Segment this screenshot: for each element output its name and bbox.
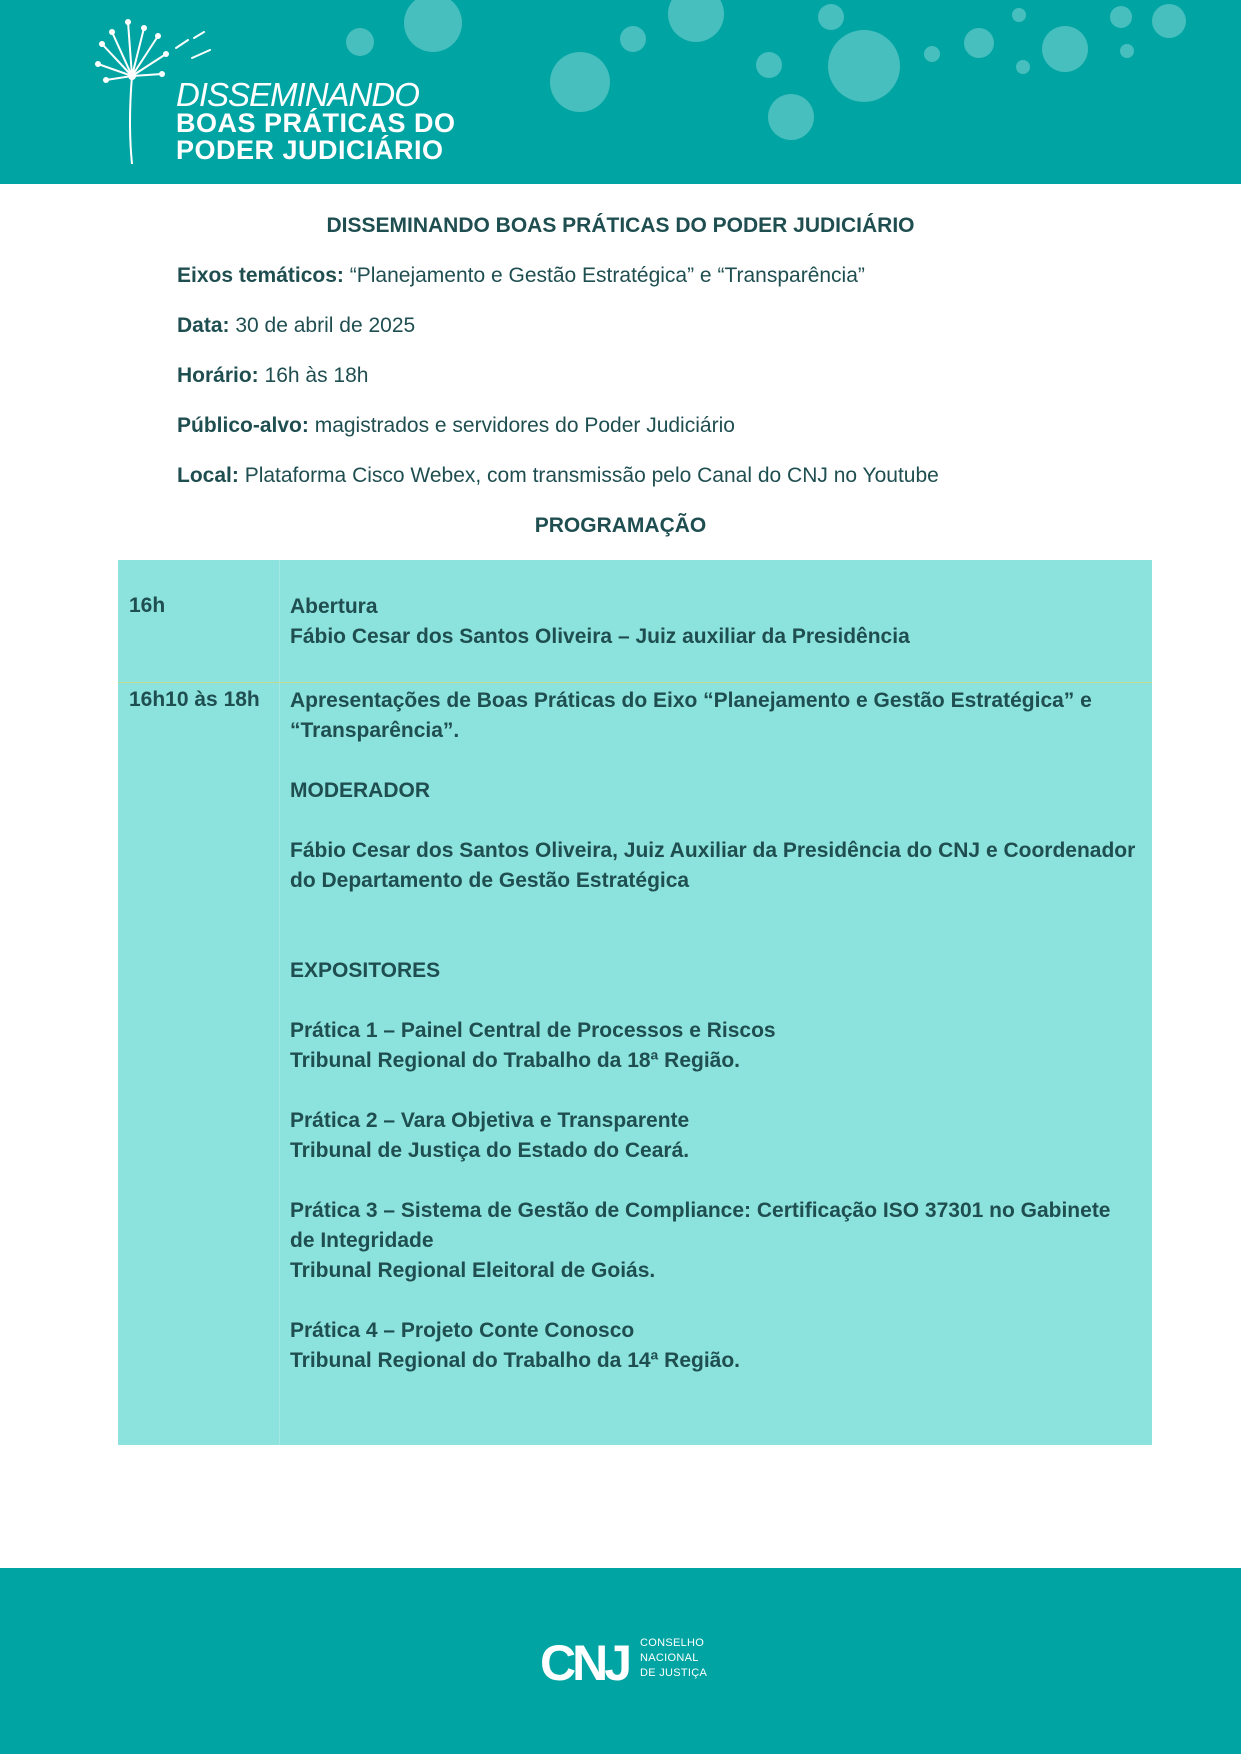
practice-title: Prática 2 – Vara Objetiva e Transparente [290,1109,690,1132]
decorative-bubble [756,52,782,78]
decorative-bubble [768,94,814,140]
decorative-bubble [620,26,646,52]
decorative-bubble [828,30,900,102]
schedule-description [290,686,1140,1376]
session-intro: Apresentações de Boas Práticas do Eixo “Planejamento e Gestão Estratégica” e “Transparência”. [290,689,1092,742]
schedule-table [118,560,1152,1445]
info-value: 16h às 18h [264,364,369,387]
info-themes [177,264,865,288]
info-label: Horário: [177,364,259,387]
cnj-logo-icon [540,1636,634,1688]
logo-line-1: DISSEMINANDO [176,76,419,113]
practice-court: Tribunal Regional Eleitoral de Goiás. [290,1259,656,1282]
info-label: Público-alvo: [177,414,309,437]
cnj-logo-text [640,1636,707,1681]
moderator-heading: MODERADOR [290,779,430,802]
decorative-bubble [1012,8,1026,22]
decorative-bubble [1110,6,1132,28]
info-date [177,314,415,338]
cnj-logo-mark: CNJ [540,1636,629,1688]
info-value: Plataforma Cisco Webex, com transmissão pelo Canal do CNJ no Youtube [244,464,939,487]
info-label: Eixos temáticos: [177,264,344,287]
info-location [177,464,939,488]
column-divider [279,560,280,1445]
info-value: magistrados e servidores do Poder Judiciário [314,414,735,437]
info-audience [177,414,735,438]
moderator-name: Fábio Cesar dos Santos Oliveira, Juiz Auxiliar da Presidência do CNJ e Coordenador do Departamento de Gestão Estratégica [290,839,1136,892]
practice-court: Tribunal Regional do Trabalho da 18ª Região. [290,1049,741,1072]
decorative-bubble [1152,4,1186,38]
practice-court: Tribunal de Justiça do Estado do Ceará. [290,1139,690,1162]
decorative-bubble [818,4,844,30]
decorative-bubble [668,0,724,42]
info-label: Data: [177,314,230,337]
header-logo-text [176,76,456,165]
decorative-bubble [1120,44,1134,58]
opening-speaker: Fábio Cesar dos Santos Oliveira – Juiz auxiliar da Presidência [290,625,910,648]
practice-title: Prática 4 – Projeto Conte Conosco [290,1319,635,1342]
info-label: Local: [177,464,239,487]
decorative-bubble [924,46,940,62]
practice-title: Prática 1 – Painel Central de Processos e Riscos [290,1019,776,1042]
schedule-description [290,592,1140,652]
speakers-heading: EXPOSITORES [290,959,441,982]
decorative-bubble [1016,60,1030,74]
footer-banner [0,1568,1241,1754]
schedule-time: 16h [129,594,166,617]
cnj-line-1: CONSELHO [640,1637,705,1649]
logo-line-2: BOAS PRÁTICAS DO [176,108,456,138]
program-title: PROGRAMAÇÃO [534,514,707,537]
schedule-time: 16h10 às 18h [129,688,260,711]
row-divider [118,682,1152,683]
header-banner [0,0,1241,184]
decorative-bubble [1042,26,1088,72]
cnj-line-2: NACIONAL [640,1652,699,1664]
logo-line-3: PODER JUDICIÁRIO [176,135,444,165]
opening-title: Abertura [290,595,378,618]
info-time [177,364,368,388]
cnj-line-3: DE JUSTIÇA [640,1667,708,1679]
info-value: “Planejamento e Gestão Estratégica” e “Transparência” [349,264,865,287]
info-value: 30 de abril de 2025 [235,314,416,337]
practice-title: Prática 3 – Sistema de Gestão de Compliance: Certificação ISO 37301 no Gabinete de Integridade [290,1199,1111,1252]
document-title: DISSEMINANDO BOAS PRÁTICAS DO PODER JUDICIÁRIO [326,214,915,237]
decorative-bubble [550,52,610,112]
practice-court: Tribunal Regional do Trabalho da 14ª Região. [290,1349,741,1372]
decorative-bubble [964,28,994,58]
